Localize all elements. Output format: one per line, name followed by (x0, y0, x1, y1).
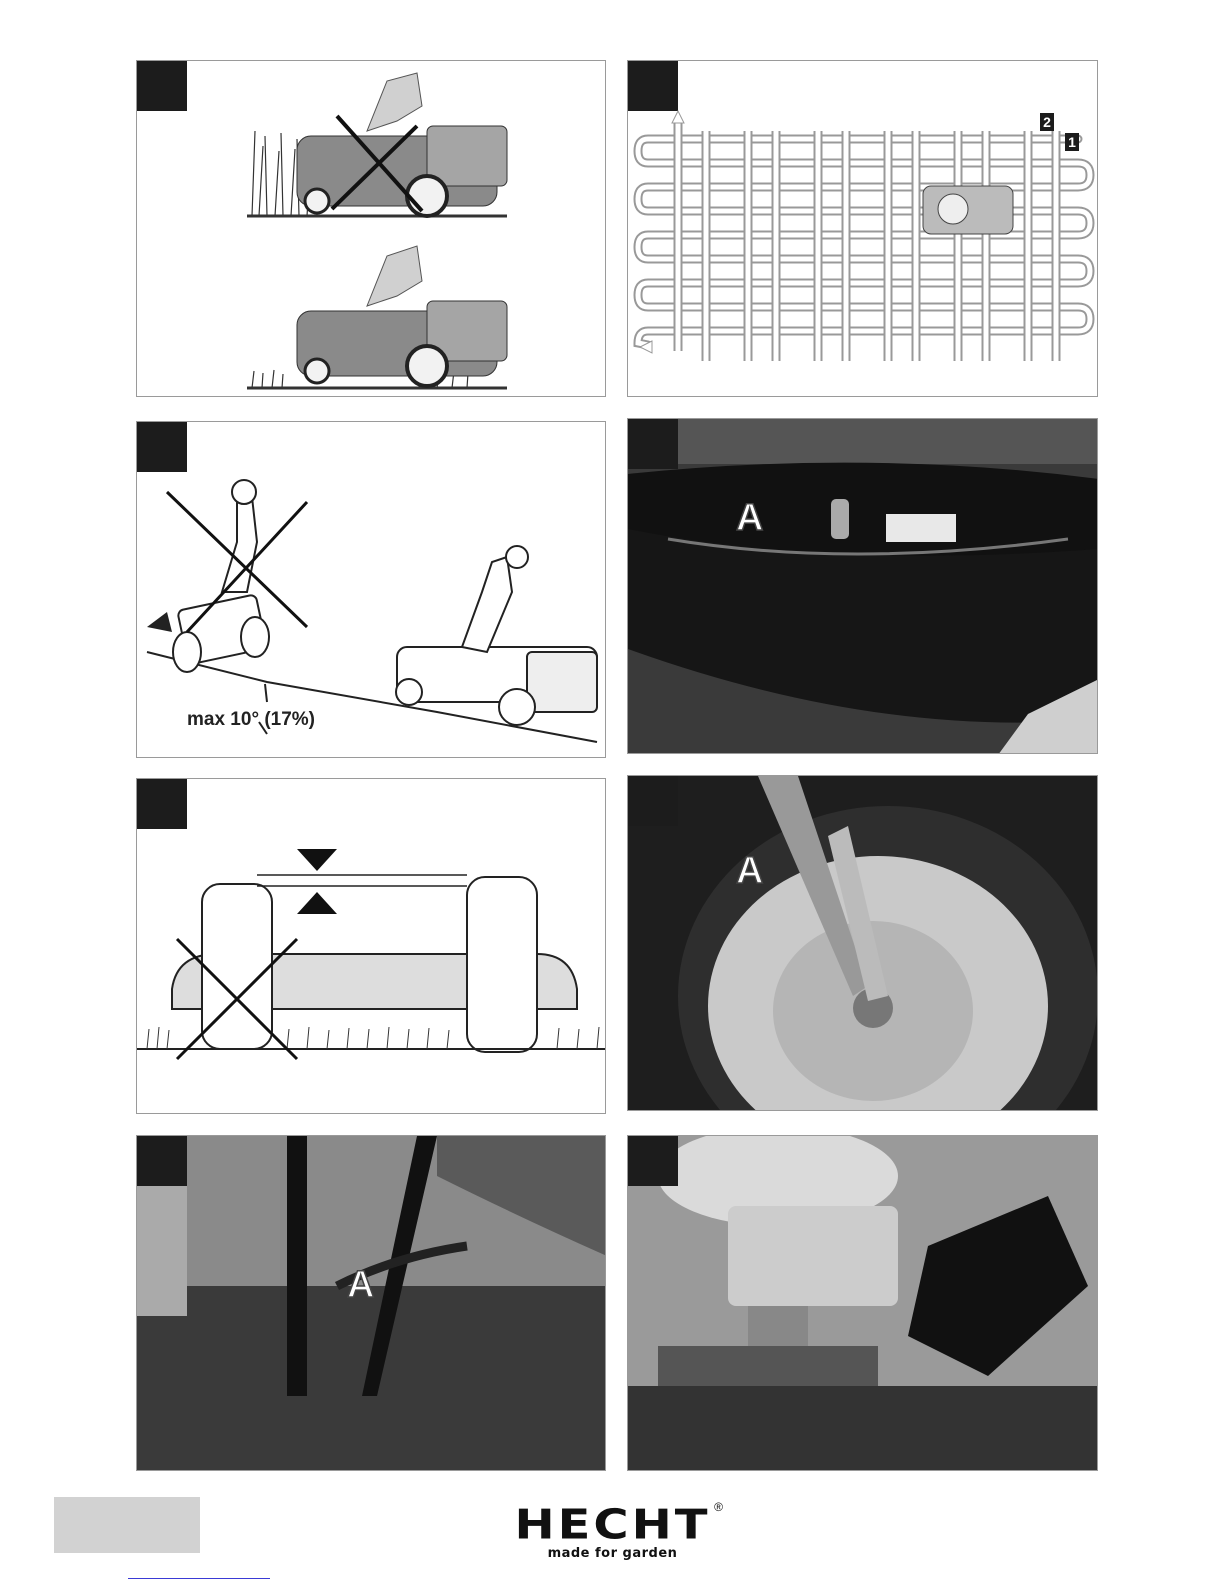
slope-icon (137, 422, 606, 758)
registered-mark: ® (714, 1500, 723, 1514)
brand-logo (500, 1500, 725, 1572)
grease-point-marker: A (736, 497, 764, 539)
figure-slope (136, 421, 606, 758)
mowing-path-icon (628, 61, 1098, 397)
figure-number-box (628, 419, 678, 469)
figure-mowing-height (136, 60, 606, 397)
wrench-icon (628, 776, 1098, 1111)
figure-wheel-height (136, 778, 606, 1114)
grease-nipple-icon (628, 419, 1098, 754)
figure-number-box (137, 1136, 187, 1186)
brand-tagline: made for garden (547, 1546, 678, 1561)
slope-limit-label: max 10° (17%) (187, 709, 315, 730)
fuse-icon (628, 1136, 1098, 1471)
page-number-box (54, 1497, 200, 1553)
figure-number-box (628, 776, 678, 826)
figure-brake-lever (136, 1135, 606, 1471)
mower-rider-icon (137, 61, 606, 397)
figure-number-box (628, 1136, 678, 1186)
pattern-position-1: 1 (1065, 133, 1079, 151)
figure-wheel-bolt (627, 775, 1098, 1111)
lever-marker: A (347, 1264, 375, 1306)
pattern-position-2: 2 (1040, 113, 1054, 131)
figure-grease-nipple (627, 418, 1098, 754)
wheel-bolt-marker: A (736, 850, 764, 892)
footer-link-line (128, 1578, 270, 1579)
wheel-icon (137, 779, 606, 1114)
figure-fuse (627, 1135, 1098, 1471)
figure-mowing-pattern (627, 60, 1098, 397)
brand-name: HECHT (514, 1501, 711, 1549)
